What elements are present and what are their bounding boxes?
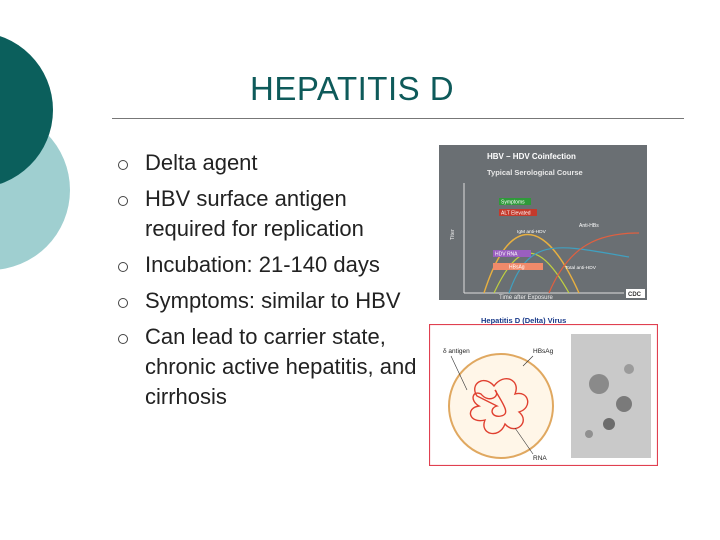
svg-text:Symptoms: Symptoms (501, 199, 525, 206)
bullet-item: Can lead to carrier state, chronic active hepatitis, and cirrhosis (118, 322, 418, 412)
bullet-circle-icon (118, 262, 128, 272)
svg-text:HBsAg: HBsAg (509, 264, 525, 271)
virus-figure-title: Hepatitis D (Delta) Virus (481, 316, 567, 325)
bullet-item: HBV surface antigen required for replication (118, 184, 418, 244)
bullet-circle-icon (118, 298, 128, 308)
electron-micrograph (571, 334, 651, 458)
svg-text:Anti-HBs: Anti-HBs (579, 223, 599, 229)
virus-figure (429, 324, 658, 466)
bullet-item: Delta agent (118, 148, 418, 178)
svg-text:Total anti-HDV: Total anti-HDV (565, 266, 596, 271)
rna-label: RNA (533, 455, 547, 462)
svg-text:IgM anti-HDV: IgM anti-HDV (517, 230, 546, 235)
delta-antigen-label: δ antigen (443, 348, 470, 355)
virion-envelope (449, 354, 553, 458)
decorative-circles (0, 0, 110, 300)
svg-text:CDC: CDC (628, 292, 641, 298)
bullet-item: Symptoms: similar to HBV (118, 286, 418, 316)
slide-title: HEPATITIS D (250, 70, 455, 107)
figure-title: HBV – HDV Coinfection (487, 152, 576, 161)
y-axis-label: Titer (450, 229, 456, 240)
hbsag-label: HBsAg (533, 348, 554, 355)
title-divider (112, 118, 684, 119)
figure-subtitle: Typical Serological Course (487, 168, 583, 177)
bullet-item: Incubation: 21-140 days (118, 250, 418, 280)
x-axis-label: Time after Exposure (499, 295, 553, 300)
svg-text:HDV RNA: HDV RNA (495, 251, 518, 258)
bullet-circle-icon (118, 160, 128, 170)
bullet-circle-icon (118, 196, 128, 206)
bullet-list (118, 148, 418, 418)
bullet-circle-icon (118, 334, 128, 344)
serology-figure (439, 145, 647, 300)
svg-text:ALT Elevated: ALT Elevated (501, 210, 531, 217)
